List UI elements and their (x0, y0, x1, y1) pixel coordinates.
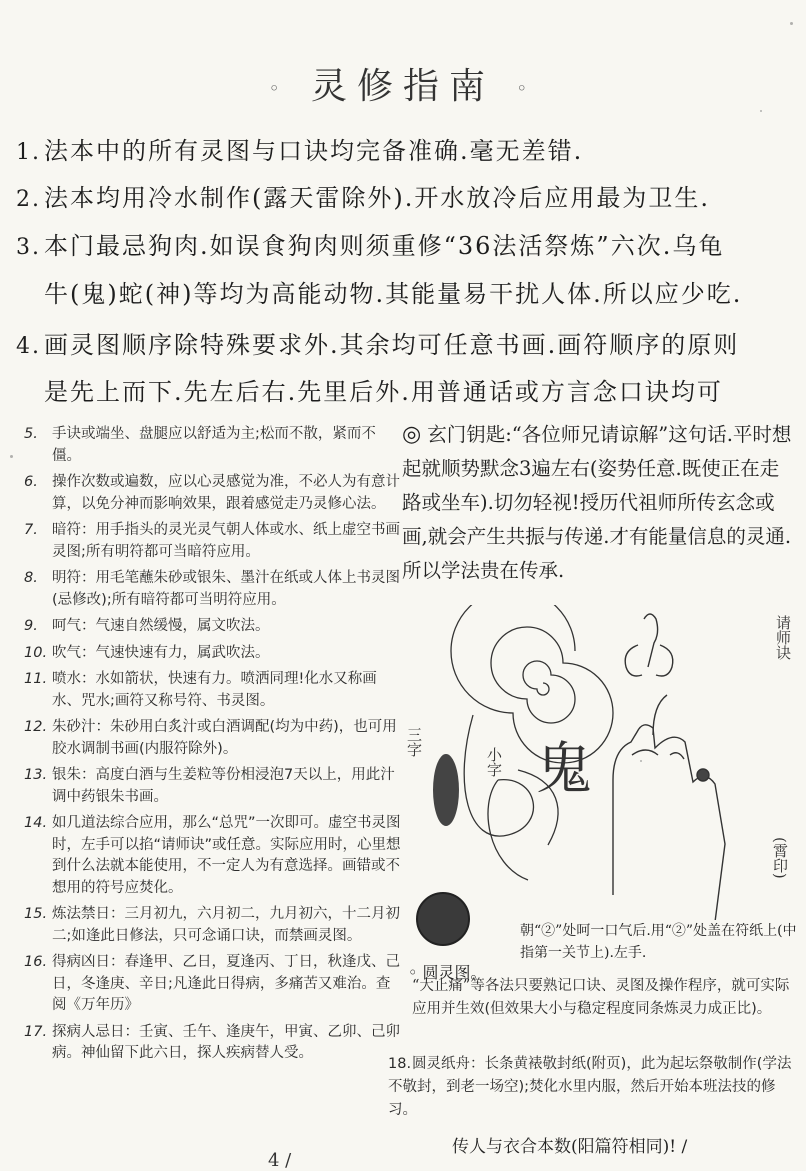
note-item: 15. 炼法禁日：三月初九，六月初二，九月初六，十二月初二;如逢此日修法，只可念诵口诀，而禁画灵图。 (24, 906, 400, 944)
note-item: 6. 操作次数或遍数，应以心灵感觉为准，不必人为有意计算，以免分神而影响效果，跟着感觉走乃灵修心法。 (24, 474, 400, 512)
note-item: 8. 明符：用毛笔蘸朱砂或银朱、墨汁在纸或人体上书灵图(忌修改);所有暗符都可当明符应用。 (24, 570, 400, 608)
handwritten-rule: 是先上而下.先左后右.先里后外.用普通话或方言念口诀均可 (44, 378, 723, 406)
mantra-note: ◎ 玄门钥匙:“各位师兄请谅解”这句话.平时想起就顺势默念3遍左右(姿势任意.既使正在走路或坐车).切勿轻视!授历代祖师所传玄念或画,就会产生共振与传递.才有能量信息的灵通.所以学法贵在传承. (402, 422, 792, 582)
note-item-18: 18.圆灵纸舟：长条黄裱敬封纸(附页)，此为起坛祭敬制作(学法不敬封，到老一场空);焚化水里内服，然后开始本班法技的修习。 (388, 1056, 792, 1118)
page-number: 4 / (268, 1150, 292, 1171)
note-item: 17. 探病人忌日：壬寅、壬午、逢庚午，甲寅、乙卯、己卯病。神仙留下此六日，探人疾病替人受。 (24, 1023, 400, 1061)
round-talisman-seal (416, 892, 470, 946)
note-item: 5. 手诀或端坐、盘腿应以舒适为主;松而不散，紧而不僵。 (24, 426, 376, 464)
round-talisman-label: ◦ 圆灵图。 (408, 963, 487, 982)
note-item: 9. 呵气：气速自然缓慢，属文吹法。 (24, 618, 270, 634)
hand-instruction-note: 朝“②”处呵一口气后.用“②”处盖在符纸上(中指第一关节上).左手. (520, 923, 797, 961)
talisman-illustration: 三字 小字 请师诀 (霄印) 鬼 (398, 605, 798, 920)
note-item: 12. 朱砂汁：朱砂用白炙汁或白酒调配(均为中药)，也可用胶水调制书画(内服符除外)。 (24, 719, 397, 757)
handwritten-rule: 牛(鬼)蛇(神)等均为高能动物.其能量易干扰人体.所以应少吃. (44, 280, 743, 308)
handwritten-rule: 4. 画灵图顺序除特殊要求外.其余均可任意书画.画符顺序的原则 (16, 331, 740, 359)
page-title: ◦ 灵修指南 ◦ (268, 66, 538, 107)
note-item: 11. 喷水：水如箭状，快速有力。喷洒同理!化水又称画水、咒水;画符又称号符、书灵图。 (24, 671, 377, 709)
note-item: 16. 得病凶日：春逢甲、乙日，夏逢丙、丁日，秋逢戊、己日，冬逢庚、辛日;凡逢此日得病，多痛苦又难治。查阅《万年历》 (24, 954, 400, 1013)
application-note: “大止痛”等各法只要熟记口诀、灵图及操作程序，就可实际应用并生效(但效果大小与稳定程度同条炼灵力成正比)。 (412, 978, 790, 1017)
note-item: 10. 吹气：气速快速有力，属武吹法。 (24, 644, 270, 661)
closing-handwritten-note: 传人与衣合本数(阳篇符相同)! / (452, 1137, 688, 1157)
printed-notes-column (22, 424, 402, 1070)
spiral-talisman-drawing (398, 605, 798, 920)
target-icon: ◎ (402, 422, 422, 447)
note-item: 7. 暗符：用手指头的灵光灵气朝人体或水、纸上虚空书画灵图;所有明符都可当暗符应用。 (24, 522, 400, 560)
note-item: 13. 银朱：高度白酒与生姜粒等份相浸泡7天以上，用此汁调中药银朱书画。 (24, 767, 395, 805)
handwritten-rule: 3. 本门最忌狗肉.如误食狗肉则须重修“36法活祭炼”六次.乌龟 (16, 232, 725, 260)
handwritten-rule: 2. 法本均用冷水制作(露天雷除外).开水放冷后应用最为卫生. (16, 184, 710, 212)
handwritten-rule: 1. 法本中的所有灵图与口诀均完备准确.毫无差错. (16, 137, 584, 165)
note-item: 14. 如几道法综合应用，那么“总咒”一次即可。虚空书灵图时，左手可以掐“请师诀”或任意。实际应用时，心里想到什么法就本能使用，不一定人为有意选择。画错或不想用的符号应焚化。 (24, 815, 401, 896)
